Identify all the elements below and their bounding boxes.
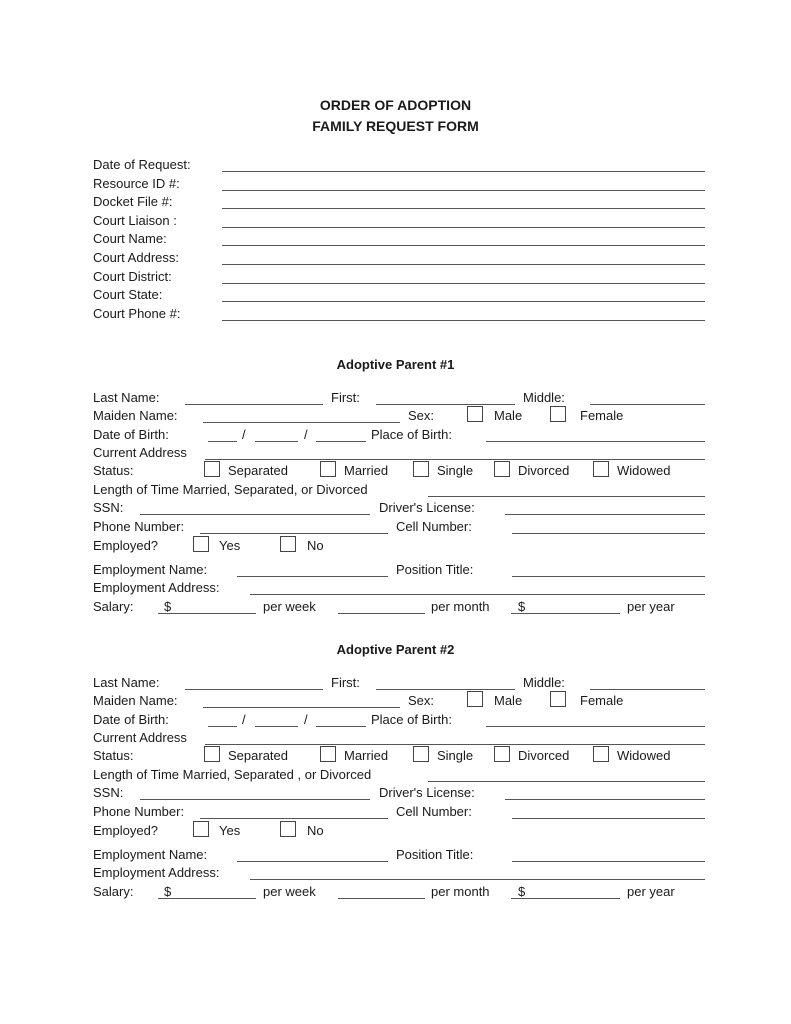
field-line[interactable] xyxy=(222,171,705,172)
middle-name-label: Middle: xyxy=(523,390,565,405)
ssn-label: SSN: xyxy=(93,500,124,515)
salary-month-line[interactable] xyxy=(338,898,425,899)
separated-label: Separated xyxy=(228,463,288,478)
employed-yes-checkbox[interactable] xyxy=(193,821,209,837)
section-heading: Adoptive Parent #1 xyxy=(336,357,455,372)
cell-number-label: Cell Number: xyxy=(396,519,472,534)
last-name-label: Last Name: xyxy=(93,675,160,690)
ssn-line[interactable] xyxy=(140,514,370,515)
per-week-label: per week xyxy=(263,884,316,899)
middle-name-label: Middle: xyxy=(523,675,565,690)
divorced-label: Divorced xyxy=(518,463,570,478)
salary-week-line[interactable] xyxy=(158,613,256,614)
salary-year-line[interactable] xyxy=(511,613,620,614)
married-checkbox[interactable] xyxy=(320,746,336,762)
widowed-checkbox[interactable] xyxy=(593,746,609,762)
last-name-line[interactable] xyxy=(185,404,323,405)
place-of-birth-line[interactable] xyxy=(486,726,705,727)
first-name-line[interactable] xyxy=(376,689,515,690)
date-separator: / xyxy=(304,712,308,727)
drivers-license-label: Driver's License: xyxy=(379,500,475,515)
employed-label: Employed? xyxy=(93,823,159,838)
salary-label: Salary: xyxy=(93,884,134,899)
female-checkbox[interactable] xyxy=(550,691,566,707)
position-title-label: Position Title: xyxy=(396,847,474,862)
divorced-checkbox[interactable] xyxy=(494,746,510,762)
married-label: Married xyxy=(344,748,389,763)
no-label: No xyxy=(307,538,324,553)
widowed-label: Widowed xyxy=(617,748,671,763)
married-checkbox[interactable] xyxy=(320,461,336,477)
cell-number-line[interactable] xyxy=(512,533,705,534)
field-line[interactable] xyxy=(222,227,705,228)
divorced-label: Divorced xyxy=(518,748,570,763)
currency-symbol: $ xyxy=(518,884,526,899)
employed-no-checkbox[interactable] xyxy=(280,821,296,837)
employment-name-line[interactable] xyxy=(237,861,388,862)
employment-name-line[interactable] xyxy=(237,576,388,577)
field-label: Court District: xyxy=(93,268,172,284)
date-of-birth-label: Date of Birth: xyxy=(93,712,169,727)
employment-name-label: Employment Name: xyxy=(93,847,208,862)
last-name-line[interactable] xyxy=(185,689,323,690)
field-line[interactable] xyxy=(222,190,705,191)
date-separator: / xyxy=(242,427,246,442)
drivers-license-line[interactable] xyxy=(505,799,705,800)
salary-label: Salary: xyxy=(93,599,134,614)
field-label: Court Liaison : xyxy=(93,212,177,228)
widowed-label: Widowed xyxy=(617,463,671,478)
status-label: Status: xyxy=(93,463,134,478)
phone-number-label: Phone Number: xyxy=(93,804,185,819)
sex-label: Sex: xyxy=(408,408,435,423)
female-label: Female xyxy=(580,693,624,708)
marital-duration-label: Length of Time Married, Separated , or Divorced xyxy=(93,767,372,782)
female-checkbox[interactable] xyxy=(550,406,566,422)
employed-label: Employed? xyxy=(93,538,159,553)
position-title-line[interactable] xyxy=(512,576,705,577)
per-month-label: per month xyxy=(431,599,490,614)
field-line[interactable] xyxy=(222,208,705,209)
female-label: Female xyxy=(580,408,624,423)
dob-month-line[interactable] xyxy=(208,441,237,442)
per-month-label: per month xyxy=(431,884,490,899)
employment-address-line[interactable] xyxy=(250,594,705,595)
separated-checkbox[interactable] xyxy=(204,746,220,762)
phone-number-line[interactable] xyxy=(200,818,388,819)
drivers-license-line[interactable] xyxy=(505,514,705,515)
employment-name-label: Employment Name: xyxy=(93,562,208,577)
place-of-birth-label: Place of Birth: xyxy=(371,427,452,442)
field-label: Date of Request: xyxy=(93,157,191,172)
marital-duration-label: Length of Time Married, Separated, or Divorced xyxy=(93,482,368,497)
position-title-line[interactable] xyxy=(512,861,705,862)
salary-week-line[interactable] xyxy=(158,898,256,899)
per-year-label: per year xyxy=(627,599,675,614)
last-name-label: Last Name: xyxy=(93,390,160,405)
maiden-name-line[interactable] xyxy=(203,707,400,708)
yes-label: Yes xyxy=(219,823,241,838)
yes-label: Yes xyxy=(219,538,241,553)
dob-month-line[interactable] xyxy=(208,726,237,727)
dob-year-line[interactable] xyxy=(316,441,366,442)
currency-symbol: $ xyxy=(518,599,526,614)
single-label: Single xyxy=(437,748,474,763)
employed-yes-checkbox[interactable] xyxy=(193,536,209,552)
form-title-line-1: ORDER OF ADOPTION xyxy=(319,97,472,113)
middle-name-line[interactable] xyxy=(590,689,705,690)
current-address-line[interactable] xyxy=(205,459,705,460)
drivers-license-label: Driver's License: xyxy=(379,785,475,800)
maiden-name-label: Maiden Name: xyxy=(93,693,178,708)
no-label: No xyxy=(307,823,324,838)
dob-year-line[interactable] xyxy=(316,726,366,727)
per-week-label: per week xyxy=(263,599,316,614)
single-label: Single xyxy=(437,463,474,478)
first-name-label: First: xyxy=(331,390,360,405)
salary-year-line[interactable] xyxy=(511,898,620,899)
divorced-checkbox[interactable] xyxy=(494,461,510,477)
currency-symbol: $ xyxy=(164,599,172,614)
dob-day-line[interactable] xyxy=(255,726,298,727)
cell-number-line[interactable] xyxy=(512,818,705,819)
marital-duration-line[interactable] xyxy=(428,781,705,782)
field-label: Court Name: xyxy=(93,231,167,247)
cell-number-label: Cell Number: xyxy=(396,804,472,819)
phone-number-line[interactable] xyxy=(200,533,388,534)
position-title-label: Position Title: xyxy=(396,562,474,577)
field-label: Court Address: xyxy=(93,250,179,265)
widowed-checkbox[interactable] xyxy=(593,461,609,477)
first-name-line[interactable] xyxy=(376,404,515,405)
date-of-birth-label: Date of Birth: xyxy=(93,427,169,442)
marital-duration-line[interactable] xyxy=(428,496,705,497)
field-line[interactable] xyxy=(222,264,705,265)
middle-name-line[interactable] xyxy=(590,404,705,405)
male-checkbox[interactable] xyxy=(467,406,483,422)
single-checkbox[interactable] xyxy=(413,746,429,762)
first-name-label: First: xyxy=(331,675,360,690)
employment-address-label: Employment Address: xyxy=(93,865,220,880)
separated-checkbox[interactable] xyxy=(204,461,220,477)
field-line[interactable] xyxy=(222,301,705,302)
maiden-name-label: Maiden Name: xyxy=(93,408,178,423)
place-of-birth-line[interactable] xyxy=(486,441,705,442)
dob-day-line[interactable] xyxy=(255,441,298,442)
ssn-line[interactable] xyxy=(140,799,370,800)
field-line[interactable] xyxy=(222,283,705,284)
employment-address-label: Employment Address: xyxy=(93,580,220,595)
field-label: Court Phone #: xyxy=(93,305,181,321)
male-checkbox[interactable] xyxy=(467,691,483,707)
field-label: Resource ID #: xyxy=(93,175,180,191)
male-label: Male xyxy=(494,408,523,423)
employment-address-line[interactable] xyxy=(250,879,705,880)
place-of-birth-label: Place of Birth: xyxy=(371,712,452,727)
current-address-label: Current Address xyxy=(93,730,187,745)
field-label: Court State: xyxy=(93,287,163,303)
field-line[interactable] xyxy=(222,320,705,321)
ssn-label: SSN: xyxy=(93,785,124,800)
currency-symbol: $ xyxy=(164,884,172,899)
male-label: Male xyxy=(494,693,523,708)
field-line[interactable] xyxy=(222,245,705,246)
form-title-line-2: FAMILY REQUEST FORM xyxy=(312,118,479,134)
current-address-line[interactable] xyxy=(205,744,705,745)
date-separator: / xyxy=(242,712,246,727)
field-label: Docket File #: xyxy=(93,194,173,210)
current-address-label: Current Address xyxy=(93,445,187,460)
salary-month-line[interactable] xyxy=(338,613,425,614)
sex-label: Sex: xyxy=(408,693,435,708)
section-heading: Adoptive Parent #2 xyxy=(336,642,455,657)
status-label: Status: xyxy=(93,748,134,763)
single-checkbox[interactable] xyxy=(413,461,429,477)
date-separator: / xyxy=(304,427,308,442)
separated-label: Separated xyxy=(228,748,288,763)
employed-no-checkbox[interactable] xyxy=(280,536,296,552)
phone-number-label: Phone Number: xyxy=(93,519,185,534)
married-label: Married xyxy=(344,463,389,478)
per-year-label: per year xyxy=(627,884,675,899)
maiden-name-line[interactable] xyxy=(203,422,400,423)
